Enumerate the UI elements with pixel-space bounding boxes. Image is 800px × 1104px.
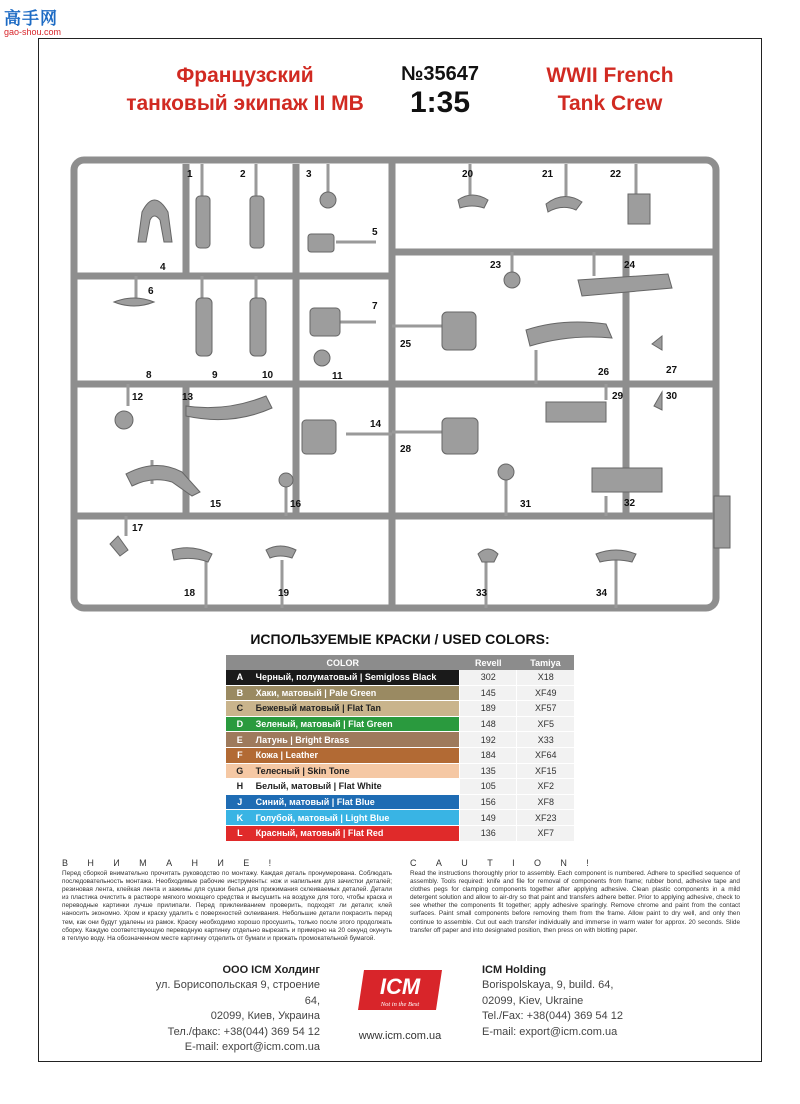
tamiya-code: XF23	[517, 810, 574, 826]
color-row	[226, 747, 574, 763]
color-code: L	[226, 825, 254, 841]
revell-code: 145	[460, 685, 517, 701]
color-row	[226, 779, 574, 795]
title-english	[510, 62, 710, 118]
catalog-number: №35647	[401, 63, 479, 85]
color-row	[226, 701, 574, 717]
color-row	[226, 670, 574, 685]
revell-code: 192	[460, 732, 517, 748]
part-label: 31	[520, 499, 532, 510]
tamiya-code: XF7	[517, 825, 574, 841]
warning-english	[410, 858, 740, 935]
color-name: Бежевый матовый | Flat Tan	[254, 701, 460, 717]
warning-en-text: Read the instructions thoroughly prior to assembly. Each component is numbered. Adhere to specified sequence of assembly. Tools required: knife and file for removal of components from frame; rubber bond, adhesive tape and clothes pegs for clamping components together after applying adhesive. Clean plastic components in a mild detergent solution and allow to air-dry so that paint and transfers adhere better. Prior to applying adhesive, check to see whether the components fit together; apply adhesive sparingly. Remove chrome and paint from the contact surfaces. Paint small components before removing them from the frame. Allow paint to dry well, and only then continue to assemble. Cut out each transfer individually and immerse in warm water for approx. 20 seconds. Slide transfer off paper and into designated position, then press on with blotting paper.	[410, 870, 740, 934]
part-label: 9	[212, 370, 218, 381]
color-row	[226, 794, 574, 810]
title-ru-line2: танковый экипаж II МВ	[126, 92, 364, 115]
color-row	[226, 810, 574, 826]
company-en-email: E-mail: export@icm.com.ua	[482, 1025, 618, 1038]
tamiya-code: X18	[517, 670, 574, 685]
header-revell: Revell	[460, 655, 517, 670]
color-code: H	[226, 779, 254, 795]
color-name: Зеленый, матовый | Flat Green	[254, 716, 460, 732]
part-label: 33	[476, 588, 488, 599]
part-label: 18	[184, 588, 196, 599]
part-label: 30	[666, 391, 678, 402]
color-row	[226, 825, 574, 841]
color-code: A	[226, 670, 254, 685]
logo-brand: ICM	[379, 974, 421, 999]
color-row	[226, 685, 574, 701]
color-name: Синий, матовый | Flat Blue	[254, 794, 460, 810]
color-row	[226, 763, 574, 779]
part-label: 14	[370, 419, 382, 430]
part-label: 11	[332, 371, 343, 382]
color-name: Белый, матовый | Flat White	[254, 779, 460, 795]
color-name: Латунь | Bright Brass	[254, 732, 460, 748]
revell-code: 135	[460, 763, 517, 779]
catalog-block	[380, 62, 500, 120]
company-english	[482, 963, 682, 1040]
company-ru-address1: ул. Борисопольская 9, строение 64,	[155, 979, 320, 1007]
part-label: 15	[210, 499, 222, 510]
part-label: 19	[278, 588, 290, 599]
part-label: 1	[187, 169, 193, 180]
tamiya-code: XF5	[517, 716, 574, 732]
color-name: Хаки, матовый | Pale Green	[254, 685, 460, 701]
revell-code: 184	[460, 747, 517, 763]
color-row	[226, 716, 574, 732]
revell-code: 302	[460, 670, 517, 685]
sprue-diagram	[66, 150, 734, 620]
title-en-line2: Tank Crew	[557, 92, 663, 115]
icm-logo	[352, 966, 448, 1018]
part-label: 25	[400, 339, 412, 350]
part-label: 8	[146, 370, 152, 381]
watermark-text: 高手网	[4, 9, 58, 29]
color-name: Телесный | Skin Tone	[254, 763, 460, 779]
warning-ru-heading: ВНИМАНИЕ!	[62, 858, 291, 868]
part-label: 32	[624, 498, 636, 509]
part-label: 27	[666, 365, 678, 376]
company-en-address2: 02099, Kiev, Ukraine	[482, 994, 584, 1007]
color-name: Кожа | Leather	[254, 747, 460, 763]
warning-en-heading: CAUTION!	[410, 858, 609, 868]
title-en-line1: WWII French	[546, 64, 674, 87]
part-label: 23	[490, 260, 502, 271]
tamiya-code: XF64	[517, 747, 574, 763]
revell-code: 189	[460, 701, 517, 717]
part-label: 7	[372, 301, 378, 312]
color-code: G	[226, 763, 254, 779]
part-label: 24	[624, 260, 636, 271]
part-label: 29	[612, 391, 624, 402]
part-label: 34	[596, 588, 608, 599]
color-row	[226, 732, 574, 748]
part-label: 2	[240, 169, 246, 180]
color-code: D	[226, 716, 254, 732]
color-code: E	[226, 732, 254, 748]
part-label: 26	[598, 367, 610, 378]
color-code: J	[226, 794, 254, 810]
color-code: K	[226, 810, 254, 826]
color-code: C	[226, 701, 254, 717]
tamiya-code: XF15	[517, 763, 574, 779]
title-russian	[100, 62, 390, 118]
part-label: 6	[148, 286, 154, 297]
scale-label: 1:35	[409, 86, 471, 119]
company-en-phone: Tel./Fax: +38(044) 369 54 12	[482, 1010, 623, 1023]
revell-code: 149	[460, 810, 517, 826]
part-label: 17	[132, 523, 144, 534]
part-label: 28	[400, 444, 412, 455]
warning-russian	[62, 858, 392, 943]
revell-code: 148	[460, 716, 517, 732]
color-table	[226, 655, 574, 842]
part-label: 4	[160, 262, 166, 273]
header-color: COLOR	[226, 655, 460, 670]
part-label: 13	[182, 392, 194, 403]
part-label: 20	[462, 169, 474, 180]
logo-slogan: Not in the Best	[380, 1001, 420, 1008]
part-label: 10	[262, 370, 274, 381]
part-label: 22	[610, 169, 622, 180]
company-ru-name: ООО ICM Холдинг	[222, 964, 320, 976]
part-label: 3	[306, 169, 312, 180]
company-ru-email: E-mail: export@icm.com.ua	[184, 1041, 320, 1054]
revell-code: 105	[460, 779, 517, 795]
header-tamiya: Tamiya	[517, 655, 574, 670]
color-name: Голубой, матовый | Light Blue	[254, 810, 460, 826]
warning-ru-text: Перед сборкой внимательно прочитать руководство по монтажу. Каждая деталь пронумерована. Соблюдать последовательность монтажа. Необходимые рабочие инструменты: нож и напильник для зачистки деталей; резиновая лента, клейкая лента и зажимы для сушки белья для прижимания склеиваемых деталей. Детали из пластика очистить в растворе мягкого моющего средства и высушить на воздухе для того, чтобы краска и переводные картинки лучше прилипали. Перед приклеиванием проверить, подходят ли детали; клей наносить экономно. Хром и краску удалить с поверхностей склеивания. Небольшие детали покрасить перед тем, как они будут удалены из рамок. Краску необходимо хорошо просушить, только после этого продолжать сборку. Каждую соответствующую переводную картинку отдельно вырезать и примерно на 20 секунд окунуть в теплую воду. На обозначенном месте картинку отделить от бумаги и прижать промокательной бумагой.	[62, 870, 392, 942]
tamiya-code: X33	[517, 732, 574, 748]
part-label: 21	[542, 169, 554, 180]
website-link[interactable]: www.icm.com.ua	[358, 1030, 442, 1042]
part-label: 5	[372, 227, 378, 238]
watermark-domain: gao-shou.com	[4, 27, 62, 37]
company-en-name: ICM Holding	[482, 964, 547, 976]
company-en-address1: Borispolskaya, 9, build. 64,	[482, 979, 614, 992]
watermark-logo	[4, 4, 66, 38]
revell-code: 136	[460, 825, 517, 841]
color-name: Красный, матовый | Flat Red	[254, 825, 460, 841]
color-code: B	[226, 685, 254, 701]
company-ru-phone: Тел./факс: +38(044) 369 54 12	[167, 1025, 320, 1038]
revell-code: 156	[460, 794, 517, 810]
tamiya-code: XF2	[517, 779, 574, 795]
color-code: F	[226, 747, 254, 763]
color-table-header	[226, 655, 574, 670]
colors-heading: ИСПОЛЬЗУЕМЫЕ КРАСКИ / USED COLORS:	[250, 631, 550, 647]
color-name: Черный, полуматовый | Semigloss Black	[254, 670, 460, 685]
tamiya-code: XF57	[517, 701, 574, 717]
color-rows	[226, 670, 574, 841]
part-label: 12	[132, 392, 144, 403]
tamiya-code: XF49	[517, 685, 574, 701]
part-label: 16	[290, 499, 302, 510]
sprue-tab	[714, 496, 730, 548]
title-ru-line1: Французский	[176, 64, 314, 87]
company-ru-address2: 02099, Киев, Украина	[210, 1010, 320, 1023]
company-russian	[140, 963, 320, 1055]
tamiya-code: XF8	[517, 794, 574, 810]
